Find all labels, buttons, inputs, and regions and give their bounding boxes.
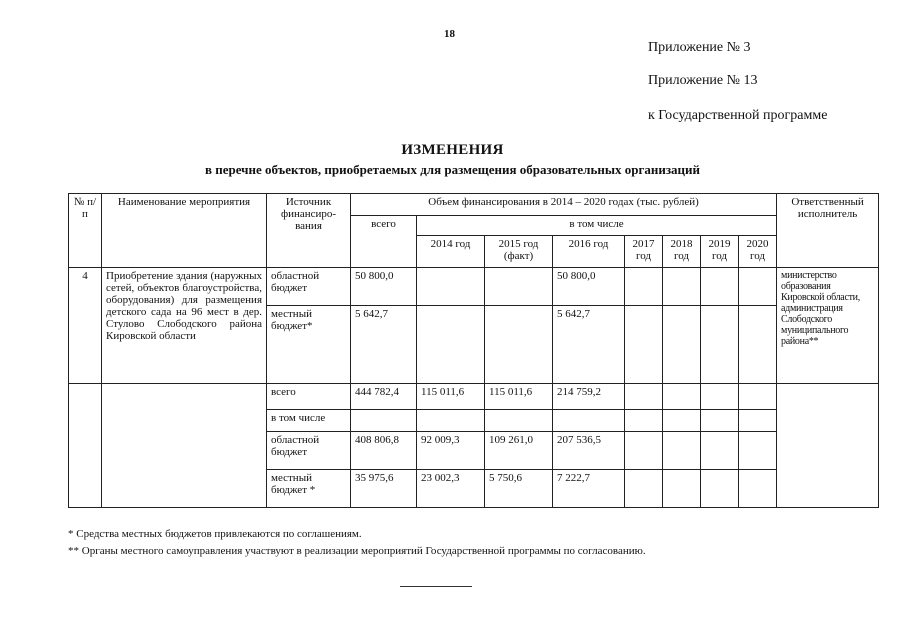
header-funding: Объем финансирования в 2014 – 2020 годах (тыс. рублей) <box>351 194 777 216</box>
footnote-2: ** Органы местного самоуправления участвуют в реализации мероприятий Государственной программы по согласованию. <box>68 545 646 557</box>
summary-2019 <box>701 470 739 508</box>
summary-2014 <box>417 410 485 432</box>
summary-2014: 92 009,3 <box>417 432 485 470</box>
row-2014 <box>417 268 485 306</box>
header-2015: 2015 год (факт) <box>485 236 553 268</box>
header-2016: 2016 год <box>553 236 625 268</box>
appendix-line-1: Приложение № 3 <box>648 40 751 55</box>
summary-source: в том числе <box>267 410 351 432</box>
header-name: Наименование мероприятия <box>102 194 267 268</box>
summary-2019 <box>701 410 739 432</box>
summary-2015 <box>485 410 553 432</box>
row-source: местный бюджет* <box>267 306 351 384</box>
summary-total: 444 782,4 <box>351 384 417 410</box>
summary-2016: 214 759,2 <box>553 384 625 410</box>
appendix-line-3: к Государственной программе <box>648 108 828 123</box>
objects-table <box>68 193 879 508</box>
summary-2020 <box>739 432 777 470</box>
summary-total: 408 806,8 <box>351 432 417 470</box>
summary-2020 <box>739 470 777 508</box>
row-2014 <box>417 306 485 384</box>
header-source: Источник финансиро-вания <box>267 194 351 268</box>
summary-2019 <box>701 432 739 470</box>
row-2018 <box>663 306 701 384</box>
header-2018: 2018 год <box>663 236 701 268</box>
summary-2017 <box>625 410 663 432</box>
header-total: всего <box>351 216 417 268</box>
row-source: областной бюджет <box>267 268 351 306</box>
summary-2015: 109 261,0 <box>485 432 553 470</box>
closing-rule <box>400 586 472 587</box>
row-2019 <box>701 306 739 384</box>
summary-source: областной бюджет <box>267 432 351 470</box>
summary-total: 35 975,6 <box>351 470 417 508</box>
summary-source: местный бюджет * <box>267 470 351 508</box>
summary-2020 <box>739 384 777 410</box>
summary-2019 <box>701 384 739 410</box>
row-2019 <box>701 268 739 306</box>
appendix-line-2: Приложение № 13 <box>648 73 758 88</box>
summary-2014: 23 002,3 <box>417 470 485 508</box>
summary-2014: 115 011,6 <box>417 384 485 410</box>
header-row-1 <box>69 194 879 216</box>
header-2014: 2014 год <box>417 236 485 268</box>
document-subtitle: в перечне объектов, приобретаемых для размещения образовательных организаций <box>204 162 701 177</box>
summary-source: всего <box>267 384 351 410</box>
summary-2015: 5 750,6 <box>485 470 553 508</box>
summary-2016 <box>553 410 625 432</box>
header-num: № п/п <box>69 194 102 268</box>
summary-2016: 207 536,5 <box>553 432 625 470</box>
page-number: 18 <box>444 28 455 40</box>
header-2017: 2017 год <box>625 236 663 268</box>
row-total: 5 642,7 <box>351 306 417 384</box>
row-2020 <box>739 306 777 384</box>
summary-name <box>102 384 267 508</box>
row-total: 50 800,0 <box>351 268 417 306</box>
row-2017 <box>625 268 663 306</box>
row-name: Приобретение здания (наружных сетей, объектов благоустройства, оборудования) для размещения детского сада на 96 мест в дер. Стулово Слободского района Кировской области <box>102 268 267 384</box>
row-2020 <box>739 268 777 306</box>
summary-2016: 7 222,7 <box>553 470 625 508</box>
summary-2015: 115 011,6 <box>485 384 553 410</box>
summary-num <box>69 384 102 508</box>
summary-2018 <box>663 384 701 410</box>
summary-2017 <box>625 470 663 508</box>
row-num: 4 <box>69 268 102 384</box>
header-2020: 2020 год <box>739 236 777 268</box>
row-responsible: министерство образования Кировской области, администрация Слободского муниципального района** <box>777 268 879 384</box>
document-title: ИЗМЕНЕНИЯ <box>401 142 504 158</box>
table-row <box>69 268 879 306</box>
summary-2018 <box>663 432 701 470</box>
summary-2017 <box>625 432 663 470</box>
summary-2020 <box>739 410 777 432</box>
row-2018 <box>663 268 701 306</box>
row-2017 <box>625 306 663 384</box>
row-2016: 50 800,0 <box>553 268 625 306</box>
summary-2018 <box>663 470 701 508</box>
footnote-1: * Средства местных бюджетов привлекаются по соглашениям. <box>68 528 362 540</box>
row-2016: 5 642,7 <box>553 306 625 384</box>
summary-total <box>351 410 417 432</box>
row-2015 <box>485 268 553 306</box>
header-2019: 2019 год <box>701 236 739 268</box>
summary-2017 <box>625 384 663 410</box>
header-responsible: Ответственный исполнитель <box>777 194 879 268</box>
summary-row <box>69 384 879 410</box>
summary-responsible <box>777 384 879 508</box>
row-2015 <box>485 306 553 384</box>
header-including: в том числе <box>417 216 777 236</box>
summary-2018 <box>663 410 701 432</box>
